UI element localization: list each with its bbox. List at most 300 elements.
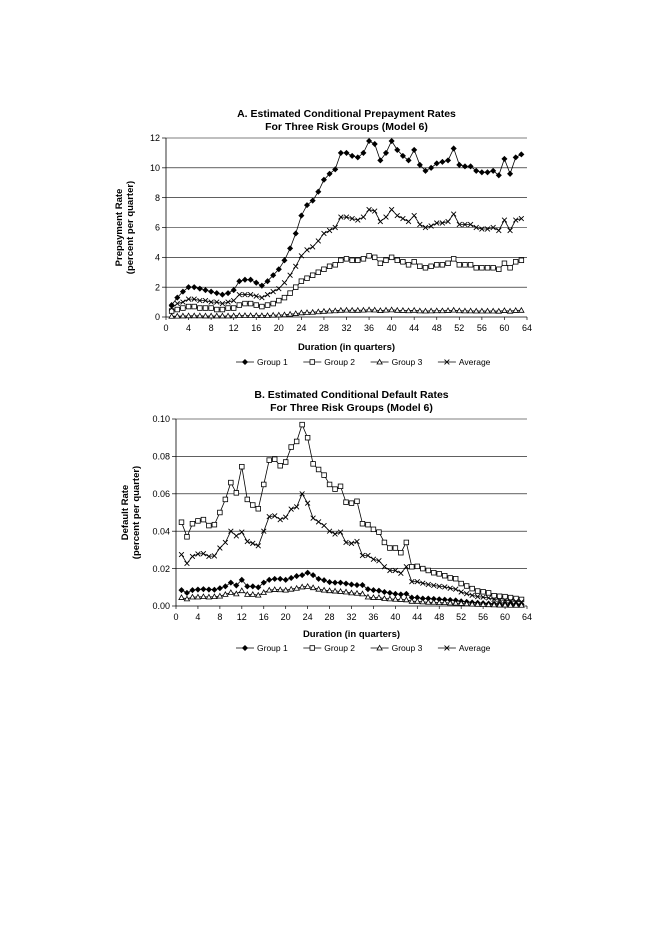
data-point [431, 570, 436, 575]
legend-label: Group 2 [324, 357, 356, 367]
data-point [217, 546, 222, 551]
data-point [256, 543, 261, 548]
data-point [185, 535, 190, 540]
data-point [366, 138, 371, 143]
data-point [223, 584, 228, 589]
data-point [338, 530, 343, 535]
data-point [440, 159, 445, 164]
data-point [179, 552, 184, 557]
data-point [378, 219, 383, 224]
data-point [519, 152, 524, 157]
data-point [468, 262, 473, 267]
data-point [355, 499, 360, 504]
y-tick-label: 0.04 [152, 526, 170, 537]
data-point [412, 213, 417, 218]
data-point [382, 589, 387, 594]
data-point [453, 576, 458, 581]
data-point [366, 522, 371, 527]
data-point [179, 520, 184, 525]
data-point [283, 577, 288, 582]
data-point [186, 304, 191, 309]
data-point [288, 273, 293, 278]
data-point [420, 566, 425, 571]
data-point [361, 257, 366, 262]
data-point [355, 539, 360, 544]
x-tick-label: 60 [499, 323, 510, 333]
data-point [378, 261, 383, 266]
data-point [459, 590, 464, 595]
x-axis-label: Duration (in quarters) [297, 342, 396, 353]
data-point [344, 500, 349, 505]
x-tick-label: 8 [217, 612, 223, 622]
x-tick-label: 0 [173, 612, 179, 622]
data-point [201, 587, 206, 592]
data-point [429, 264, 434, 269]
data-point [327, 228, 332, 233]
data-point [218, 510, 223, 515]
data-point [254, 303, 259, 308]
data-point [367, 207, 372, 212]
data-point [305, 501, 310, 506]
data-point [457, 262, 462, 267]
y-tick-label: 0.08 [152, 451, 170, 462]
data-point [283, 515, 288, 520]
data-point [519, 216, 524, 221]
data-point [459, 581, 464, 586]
data-point [350, 258, 355, 263]
legend-label: Group 2 [324, 643, 356, 653]
data-point [354, 582, 359, 587]
data-point [399, 550, 404, 555]
data-point [333, 487, 338, 492]
data-point [209, 306, 214, 311]
data-point [192, 304, 197, 309]
data-point [305, 570, 310, 575]
data-point [311, 462, 316, 467]
data-point [195, 587, 200, 592]
data-point [519, 258, 524, 263]
data-point [464, 591, 469, 596]
data-point [389, 138, 394, 143]
data-point [355, 258, 360, 263]
data-point [451, 257, 456, 262]
data-point [442, 573, 447, 578]
legend-marker [310, 360, 315, 365]
data-point [277, 298, 282, 303]
data-point [214, 291, 219, 296]
data-point [333, 262, 338, 267]
x-tick-label: 28 [324, 612, 335, 622]
data-point [485, 265, 490, 270]
chart-title: B. Estimated Conditional Default Rates [254, 389, 449, 401]
data-point [327, 482, 332, 487]
data-point [283, 460, 288, 465]
data-point [502, 261, 507, 266]
data-point [265, 292, 270, 297]
data-point [480, 265, 485, 270]
data-point [197, 286, 202, 291]
chart-panel-b [120, 389, 532, 653]
y-tick-label: 12 [149, 133, 160, 144]
data-point [395, 258, 400, 263]
data-point [327, 579, 332, 584]
legend-marker [310, 646, 315, 651]
y-tick-label: 8 [154, 192, 160, 203]
data-point [451, 212, 456, 217]
data-point [448, 576, 453, 581]
data-point [470, 586, 475, 591]
data-point [299, 213, 304, 218]
data-point [496, 267, 501, 272]
data-point [496, 228, 501, 233]
x-tick-label: 36 [368, 612, 379, 622]
data-point [206, 587, 211, 592]
data-point [242, 277, 247, 282]
y-tick-label: 0.00 [152, 601, 170, 612]
data-point [502, 218, 507, 223]
data-point [417, 222, 422, 227]
data-point [398, 571, 403, 576]
data-point [371, 527, 376, 532]
data-point [355, 218, 360, 223]
y-tick-label: 6 [154, 222, 160, 233]
data-point [190, 588, 195, 593]
x-tick-label: 40 [386, 323, 397, 333]
data-point [254, 280, 259, 285]
data-point [316, 576, 321, 581]
data-point [384, 258, 389, 263]
data-point [220, 301, 225, 306]
data-point [288, 291, 293, 296]
data-point [190, 521, 195, 526]
data-point [181, 306, 186, 311]
data-point [240, 464, 245, 469]
data-point [185, 561, 190, 566]
data-point [223, 497, 228, 502]
data-point [406, 262, 411, 267]
data-point [486, 591, 491, 596]
data-point [393, 591, 398, 596]
data-point [282, 295, 287, 300]
data-point [344, 150, 349, 155]
data-point [203, 306, 208, 311]
x-tick-label: 40 [390, 612, 401, 622]
chart-subtitle: For Three Risk Groups (Model 6) [270, 402, 433, 414]
data-point [327, 264, 332, 269]
data-point [349, 582, 354, 587]
x-tick-label: 28 [318, 323, 329, 333]
legend-label: Group 1 [257, 643, 288, 653]
series-line [182, 425, 522, 600]
data-point [231, 298, 236, 303]
data-point [289, 445, 294, 450]
y-axis-label-units: (percent per quarter) [125, 180, 136, 275]
data-point [321, 578, 326, 583]
data-point [300, 573, 305, 578]
data-point [305, 247, 310, 252]
data-point [322, 473, 327, 478]
data-point [289, 507, 294, 512]
data-point [338, 580, 343, 585]
data-point [513, 155, 518, 160]
data-point [423, 265, 428, 270]
data-point [338, 484, 343, 489]
data-point [377, 530, 382, 535]
x-tick-label: 20 [280, 612, 291, 622]
data-point [344, 257, 349, 262]
data-point [220, 292, 225, 297]
data-point [377, 558, 382, 563]
x-tick-label: 0 [163, 323, 169, 333]
data-point [260, 304, 265, 309]
data-point [231, 306, 236, 311]
data-point [196, 519, 201, 524]
data-point [376, 588, 381, 593]
data-point [305, 276, 310, 281]
data-point [502, 156, 507, 161]
x-tick-label: 64 [521, 323, 533, 333]
data-point [384, 215, 389, 220]
data-point [365, 594, 370, 599]
x-tick-label: 48 [431, 323, 442, 333]
data-point [462, 164, 467, 169]
data-point [282, 280, 287, 285]
data-point [248, 301, 253, 306]
data-point [446, 261, 451, 266]
y-tick-label: 2 [154, 282, 160, 293]
data-point [519, 597, 524, 602]
x-tick-label: 24 [302, 612, 313, 622]
x-tick-label: 8 [208, 323, 214, 333]
data-point [310, 244, 315, 249]
data-point [316, 519, 321, 524]
y-tick-label: 10 [149, 163, 160, 174]
data-point [234, 533, 239, 538]
data-point [415, 564, 420, 569]
data-point [293, 264, 298, 269]
x-tick-label: 52 [454, 323, 465, 333]
data-point [250, 541, 255, 546]
data-point [294, 573, 299, 578]
data-point [256, 506, 261, 511]
data-point [311, 516, 316, 521]
data-point [389, 255, 394, 260]
data-point [387, 590, 392, 595]
data-point [294, 504, 299, 509]
data-point [239, 588, 244, 593]
x-tick-label: 32 [341, 323, 352, 333]
data-point [243, 301, 248, 306]
data-point [250, 584, 255, 589]
data-point [201, 517, 206, 522]
data-point [209, 289, 214, 294]
data-point [198, 306, 203, 311]
x-tick-label: 64 [521, 612, 533, 622]
data-point [250, 503, 255, 508]
data-point [179, 588, 184, 593]
data-point [226, 306, 231, 311]
y-tick-label: 0.06 [152, 489, 170, 499]
data-point [322, 267, 327, 272]
x-axis-label: Duration (in quarters) [302, 629, 401, 640]
data-point [440, 262, 445, 267]
data-point [316, 189, 321, 194]
data-point [181, 300, 186, 305]
data-point [382, 540, 387, 545]
data-point [434, 262, 439, 267]
data-point [393, 546, 398, 551]
y-axis-label: Default Rate [120, 484, 131, 541]
series-group-2 [169, 254, 523, 314]
data-point [502, 308, 507, 313]
data-point [179, 595, 184, 600]
data-point [237, 303, 242, 308]
data-point [418, 264, 423, 269]
data-point [217, 586, 222, 591]
data-point [360, 521, 365, 526]
data-point [316, 270, 321, 275]
data-point [339, 258, 344, 263]
data-point [338, 150, 343, 155]
data-point [457, 162, 462, 167]
data-point [445, 158, 450, 163]
data-point [228, 590, 233, 595]
x-tick-label: 20 [273, 323, 284, 333]
data-point [437, 572, 442, 577]
data-point [190, 554, 195, 559]
data-point [491, 265, 496, 270]
x-tick-label: 16 [258, 612, 269, 622]
y-tick-label: 0.02 [152, 563, 170, 574]
data-point [294, 439, 299, 444]
legend-marker [242, 359, 247, 364]
x-tick-label: 12 [228, 323, 239, 333]
data-point [225, 291, 230, 296]
data-point [212, 522, 217, 527]
data-point [254, 294, 259, 299]
data-point [293, 231, 298, 236]
x-tick-label: 4 [195, 612, 201, 622]
data-point [305, 435, 310, 440]
data-point [316, 239, 321, 244]
data-point [272, 457, 277, 462]
data-point [508, 228, 513, 233]
data-point [212, 587, 217, 592]
y-tick-label: 0 [154, 312, 160, 323]
data-point [401, 216, 406, 221]
legend-label: Group 1 [257, 357, 288, 367]
data-point [259, 295, 264, 300]
data-point [371, 588, 376, 593]
data-point [372, 141, 377, 146]
data-point [350, 153, 355, 158]
y-tick-label: 4 [154, 252, 160, 263]
y-tick-label: 0.10 [152, 414, 170, 425]
x-tick-label: 56 [476, 323, 487, 333]
x-tick-label: 4 [186, 323, 192, 333]
data-point [267, 458, 272, 463]
data-point [412, 147, 417, 152]
data-point [207, 523, 212, 528]
x-tick-label: 60 [500, 612, 511, 622]
data-point [271, 301, 276, 306]
series-group-2 [179, 422, 524, 601]
x-tick-label: 52 [456, 612, 467, 622]
x-tick-label: 12 [236, 612, 247, 622]
data-point [367, 254, 372, 259]
legend-label: Average [458, 357, 491, 367]
data-point [507, 171, 512, 176]
data-point [485, 170, 490, 175]
data-point [248, 277, 253, 282]
data-point [475, 589, 480, 594]
data-point [513, 260, 518, 265]
data-point [229, 480, 234, 485]
data-point [479, 170, 484, 175]
data-point [451, 146, 456, 151]
legend-label: Average [458, 643, 491, 653]
x-tick-label: 32 [346, 612, 357, 622]
data-point [305, 584, 310, 589]
data-point [267, 577, 272, 582]
data-point [245, 497, 250, 502]
data-point [299, 279, 304, 284]
x-tick-label: 56 [478, 612, 489, 622]
data-point [404, 540, 409, 545]
data-point [349, 501, 354, 506]
data-point [203, 288, 208, 293]
x-tick-label: 48 [434, 612, 445, 622]
y-axis-label-units: (percent per quarter) [131, 465, 142, 560]
chart-panel-a [114, 108, 532, 367]
data-point [322, 231, 327, 236]
data-point [371, 557, 376, 562]
data-point [293, 285, 298, 290]
series-group-1 [169, 138, 524, 307]
legend-label: Group 3 [391, 643, 423, 653]
data-point [192, 285, 197, 290]
x-tick-label: 44 [409, 323, 420, 333]
chart-title: A. Estimated Conditional Prepayment Rates [237, 108, 456, 120]
x-tick-label: 36 [364, 323, 375, 333]
data-point [463, 262, 468, 267]
data-point [372, 209, 377, 214]
data-point [261, 482, 266, 487]
data-point [223, 540, 228, 545]
data-point [426, 568, 431, 573]
data-point [332, 580, 337, 585]
data-point [214, 307, 219, 312]
data-point [389, 207, 394, 212]
data-point [175, 307, 180, 312]
legend [236, 357, 491, 367]
data-point [278, 463, 283, 468]
legend-label: Group 3 [391, 357, 423, 367]
data-point [333, 532, 338, 537]
data-point [175, 301, 180, 306]
chart-subtitle: For Three Risk Groups (Model 6) [265, 121, 428, 133]
data-point [372, 255, 377, 260]
data-point [278, 576, 283, 581]
data-point [272, 576, 277, 581]
data-point [401, 260, 406, 265]
data-point [406, 219, 411, 224]
data-point [343, 581, 348, 586]
data-point [300, 422, 305, 427]
legend-marker [242, 645, 247, 650]
data-point [184, 590, 189, 595]
x-tick-label: 24 [296, 323, 307, 333]
